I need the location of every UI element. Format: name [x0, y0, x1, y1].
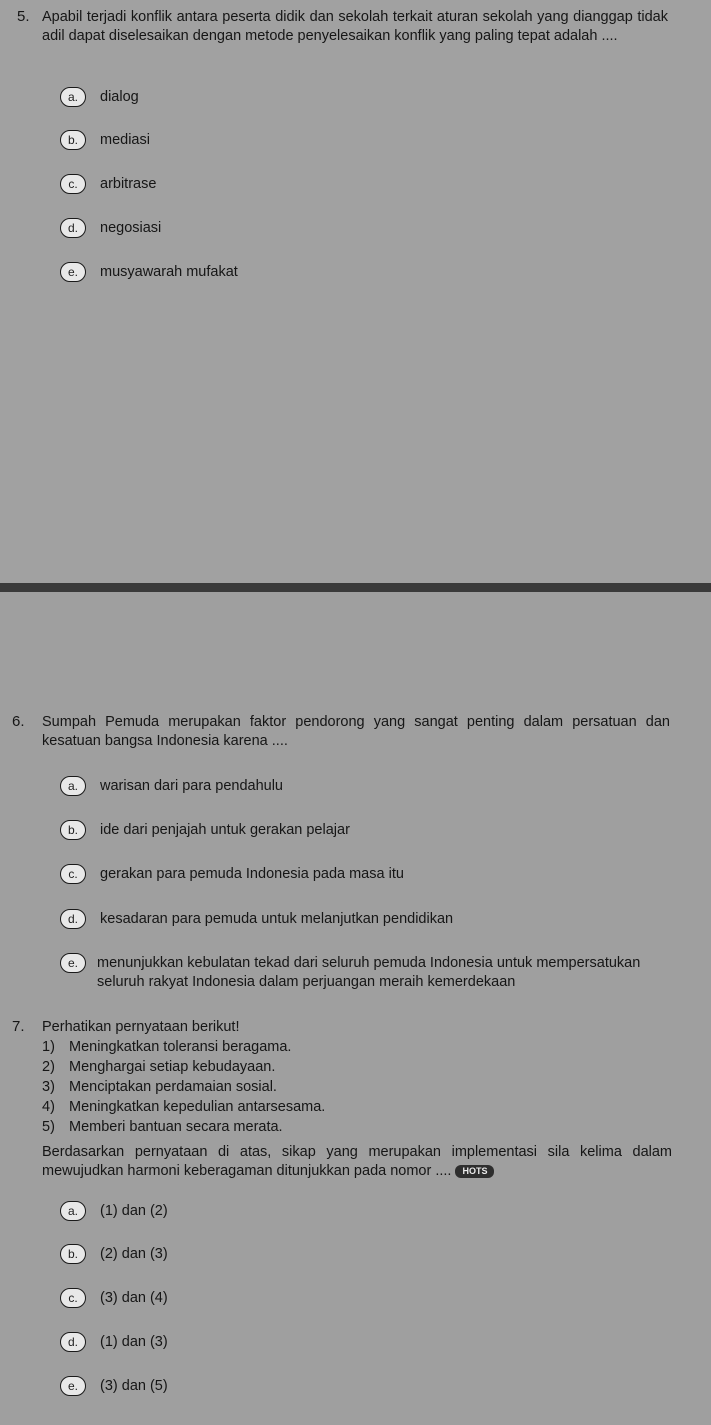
question-6-7-panel	[0, 592, 711, 1425]
question-5-number: 5.	[17, 8, 30, 25]
option-label: mediasi	[100, 132, 150, 148]
option-letter-badge: d.	[60, 218, 86, 238]
option-letter-badge: e.	[60, 262, 86, 282]
option-letter-badge: c.	[60, 174, 86, 194]
question-7-option-b[interactable]	[60, 1245, 168, 1264]
question-5-option-a[interactable]	[60, 88, 139, 107]
question-7-intro: Perhatikan pernyataan berikut!	[42, 1019, 240, 1035]
statement-number: 5)	[42, 1119, 55, 1135]
option-letter-badge: a.	[60, 1201, 86, 1221]
question-5-option-d[interactable]	[60, 219, 161, 238]
option-label: (1) dan (3)	[100, 1334, 168, 1350]
statement-text: Menghargai setiap kebudayaan.	[69, 1059, 276, 1075]
question-5-option-c[interactable]	[60, 175, 156, 194]
page-divider	[0, 583, 711, 592]
option-label: (1) dan (2)	[100, 1203, 168, 1219]
question-6-option-a[interactable]	[60, 777, 283, 796]
question-5-option-e[interactable]	[60, 263, 238, 282]
option-label: dialog	[100, 89, 139, 105]
question-7-option-a[interactable]	[60, 1202, 168, 1221]
option-label: (2) dan (3)	[100, 1246, 168, 1262]
option-label: arbitrase	[100, 176, 157, 192]
hots-badge: HOTS	[455, 1165, 494, 1178]
statement-text: Memberi bantuan secara merata.	[69, 1119, 283, 1135]
option-label: warisan dari para pendahulu	[100, 778, 283, 794]
statement-number: 1)	[42, 1039, 55, 1055]
question-7-number: 7.	[12, 1018, 25, 1035]
option-letter-badge: b.	[60, 820, 86, 840]
option-letter-badge: a.	[60, 87, 86, 107]
option-letter-badge: b.	[60, 130, 86, 150]
statement-5	[42, 1118, 283, 1138]
statement-4	[42, 1098, 325, 1118]
statement-number: 3)	[42, 1079, 55, 1095]
question-5-text: Apabil terjadi konflik antara peserta didik dan sekolah terkait aturan sekolah yang dianggap tidak adil dapat diselesaikan dengan metode penyelesaikan konflik yang paling tepat adalah ....	[42, 9, 668, 44]
question-6-number: 6.	[12, 713, 25, 730]
option-letter-badge: c.	[60, 864, 86, 884]
option-label: kesadaran para pemuda untuk melanjutkan pendidikan	[100, 911, 454, 927]
option-label: (3) dan (4)	[100, 1290, 168, 1306]
statement-number: 4)	[42, 1099, 55, 1115]
question-7-option-c[interactable]	[60, 1289, 168, 1308]
question-6-option-e[interactable]	[60, 954, 672, 992]
option-label: musyawarah mufakat	[100, 264, 238, 280]
option-letter-badge: d.	[60, 1332, 86, 1352]
question-5-option-b[interactable]	[60, 131, 150, 150]
option-letter-badge: b.	[60, 1244, 86, 1264]
option-letter-badge: d.	[60, 909, 86, 929]
option-label: gerakan para pemuda Indonesia pada masa itu	[100, 866, 404, 882]
option-label: (3) dan (5)	[100, 1378, 168, 1394]
question-6-text: Sumpah Pemuda merupakan faktor pendorong yang sangat penting dalam persatuan dan kesatuan bangsa Indonesia karena ....	[42, 714, 670, 749]
statement-2	[42, 1058, 275, 1078]
question-7-text	[42, 1143, 672, 1181]
question-7-question: Berdasarkan pernyataan di atas, sikap yang merupakan implementasi sila kelima dalam mewujudkan harmoni keberagaman ditunjukkan pada nomor ....	[42, 1144, 672, 1179]
question-6-option-c[interactable]	[60, 865, 404, 884]
statement-text: Menciptakan perdamaian sosial.	[69, 1079, 277, 1095]
statement-3	[42, 1078, 277, 1098]
option-letter-badge: a.	[60, 776, 86, 796]
statement-1	[42, 1038, 291, 1058]
question-5-panel	[0, 0, 711, 583]
question-6-option-d[interactable]	[60, 910, 453, 929]
option-label: negosiasi	[100, 220, 162, 236]
option-letter-badge: e.	[60, 953, 86, 973]
statement-text: Meningkatkan kepedulian antarsesama.	[69, 1099, 326, 1115]
question-6-option-b[interactable]	[60, 821, 350, 840]
option-label: ide dari penjajah untuk gerakan pelajar	[100, 822, 350, 838]
option-label: menunjukkan kebulatan tekad dari seluruh pemuda Indonesia untuk mempersatukan seluruh rakyat Indonesia dalam perjuangan meraih kemerdekaan	[97, 955, 641, 990]
question-7-option-d[interactable]	[60, 1333, 168, 1352]
statement-text: Meningkatkan toleransi beragama.	[69, 1039, 292, 1055]
option-letter-badge: c.	[60, 1288, 86, 1308]
option-letter-badge: e.	[60, 1376, 86, 1396]
statement-number: 2)	[42, 1059, 55, 1075]
question-7-option-e[interactable]	[60, 1377, 168, 1396]
